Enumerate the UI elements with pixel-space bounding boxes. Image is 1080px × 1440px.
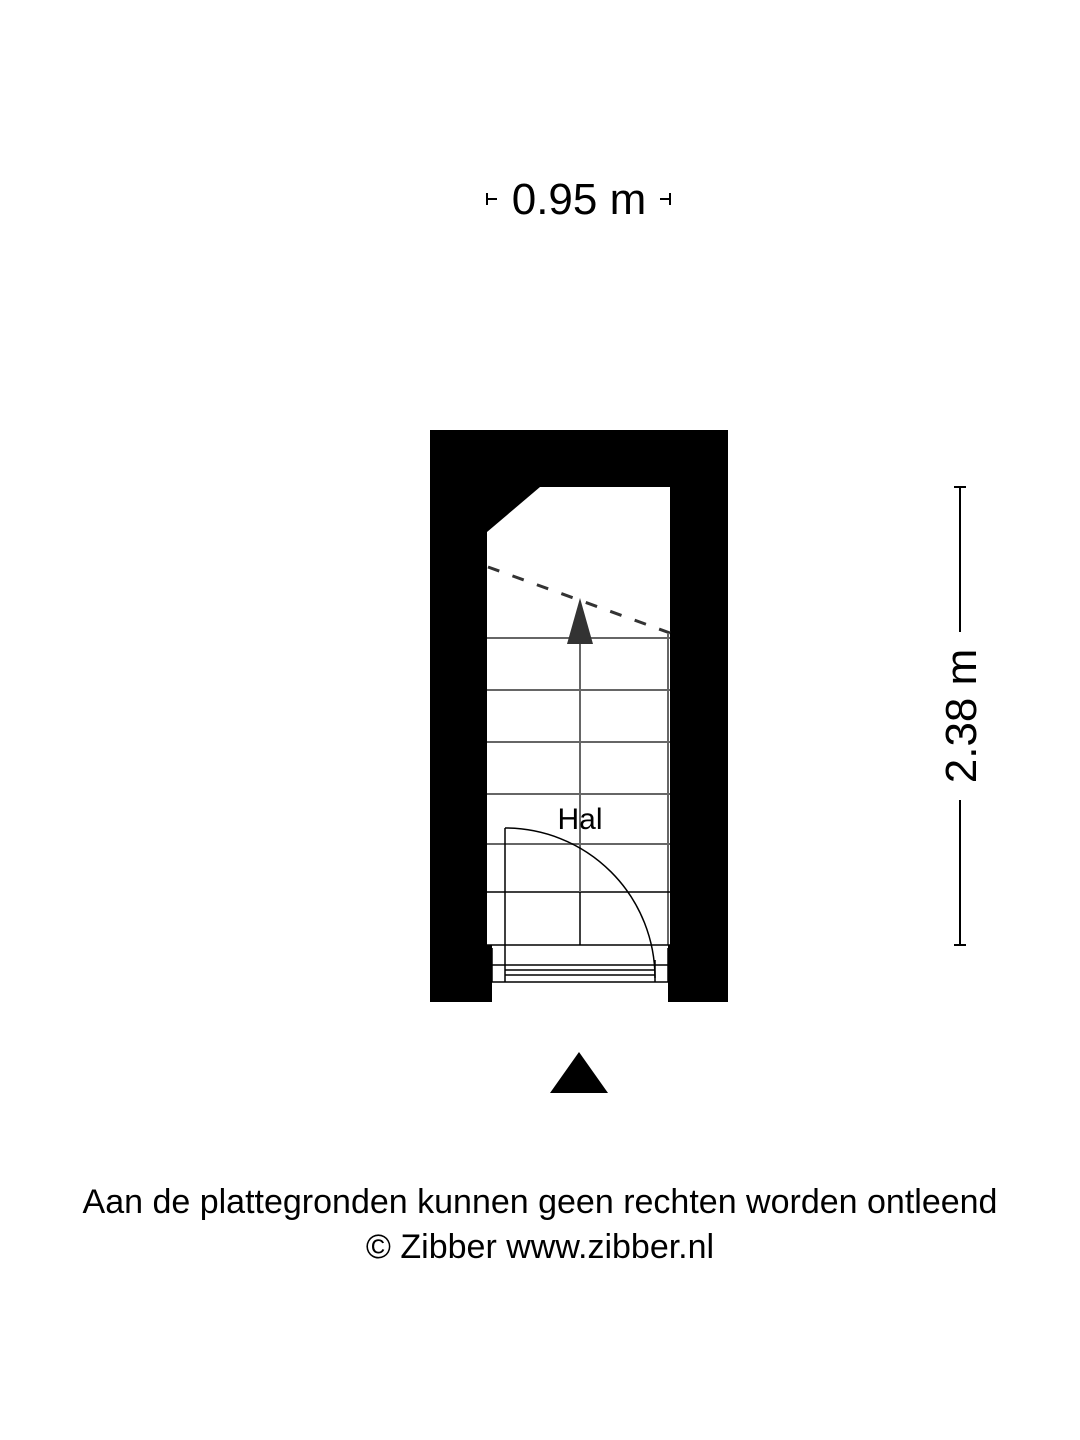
stair-treads bbox=[487, 633, 670, 945]
room-label: Hal bbox=[557, 803, 603, 836]
copyright-text: © Zibber www.zibber.nl bbox=[365, 1228, 715, 1266]
entrance-arrow-icon bbox=[550, 1052, 608, 1093]
disclaimer-text: Aan de plattegronden kunnen geen rechten worden ontleend bbox=[82, 1183, 998, 1221]
height-dimension bbox=[937, 487, 986, 945]
height-dimension-label: 2.38 m bbox=[937, 648, 986, 784]
width-dimension bbox=[487, 175, 670, 224]
width-dimension-label: 0.95 m bbox=[511, 175, 647, 224]
corner-fill bbox=[487, 487, 540, 532]
door-threshold bbox=[492, 948, 668, 982]
